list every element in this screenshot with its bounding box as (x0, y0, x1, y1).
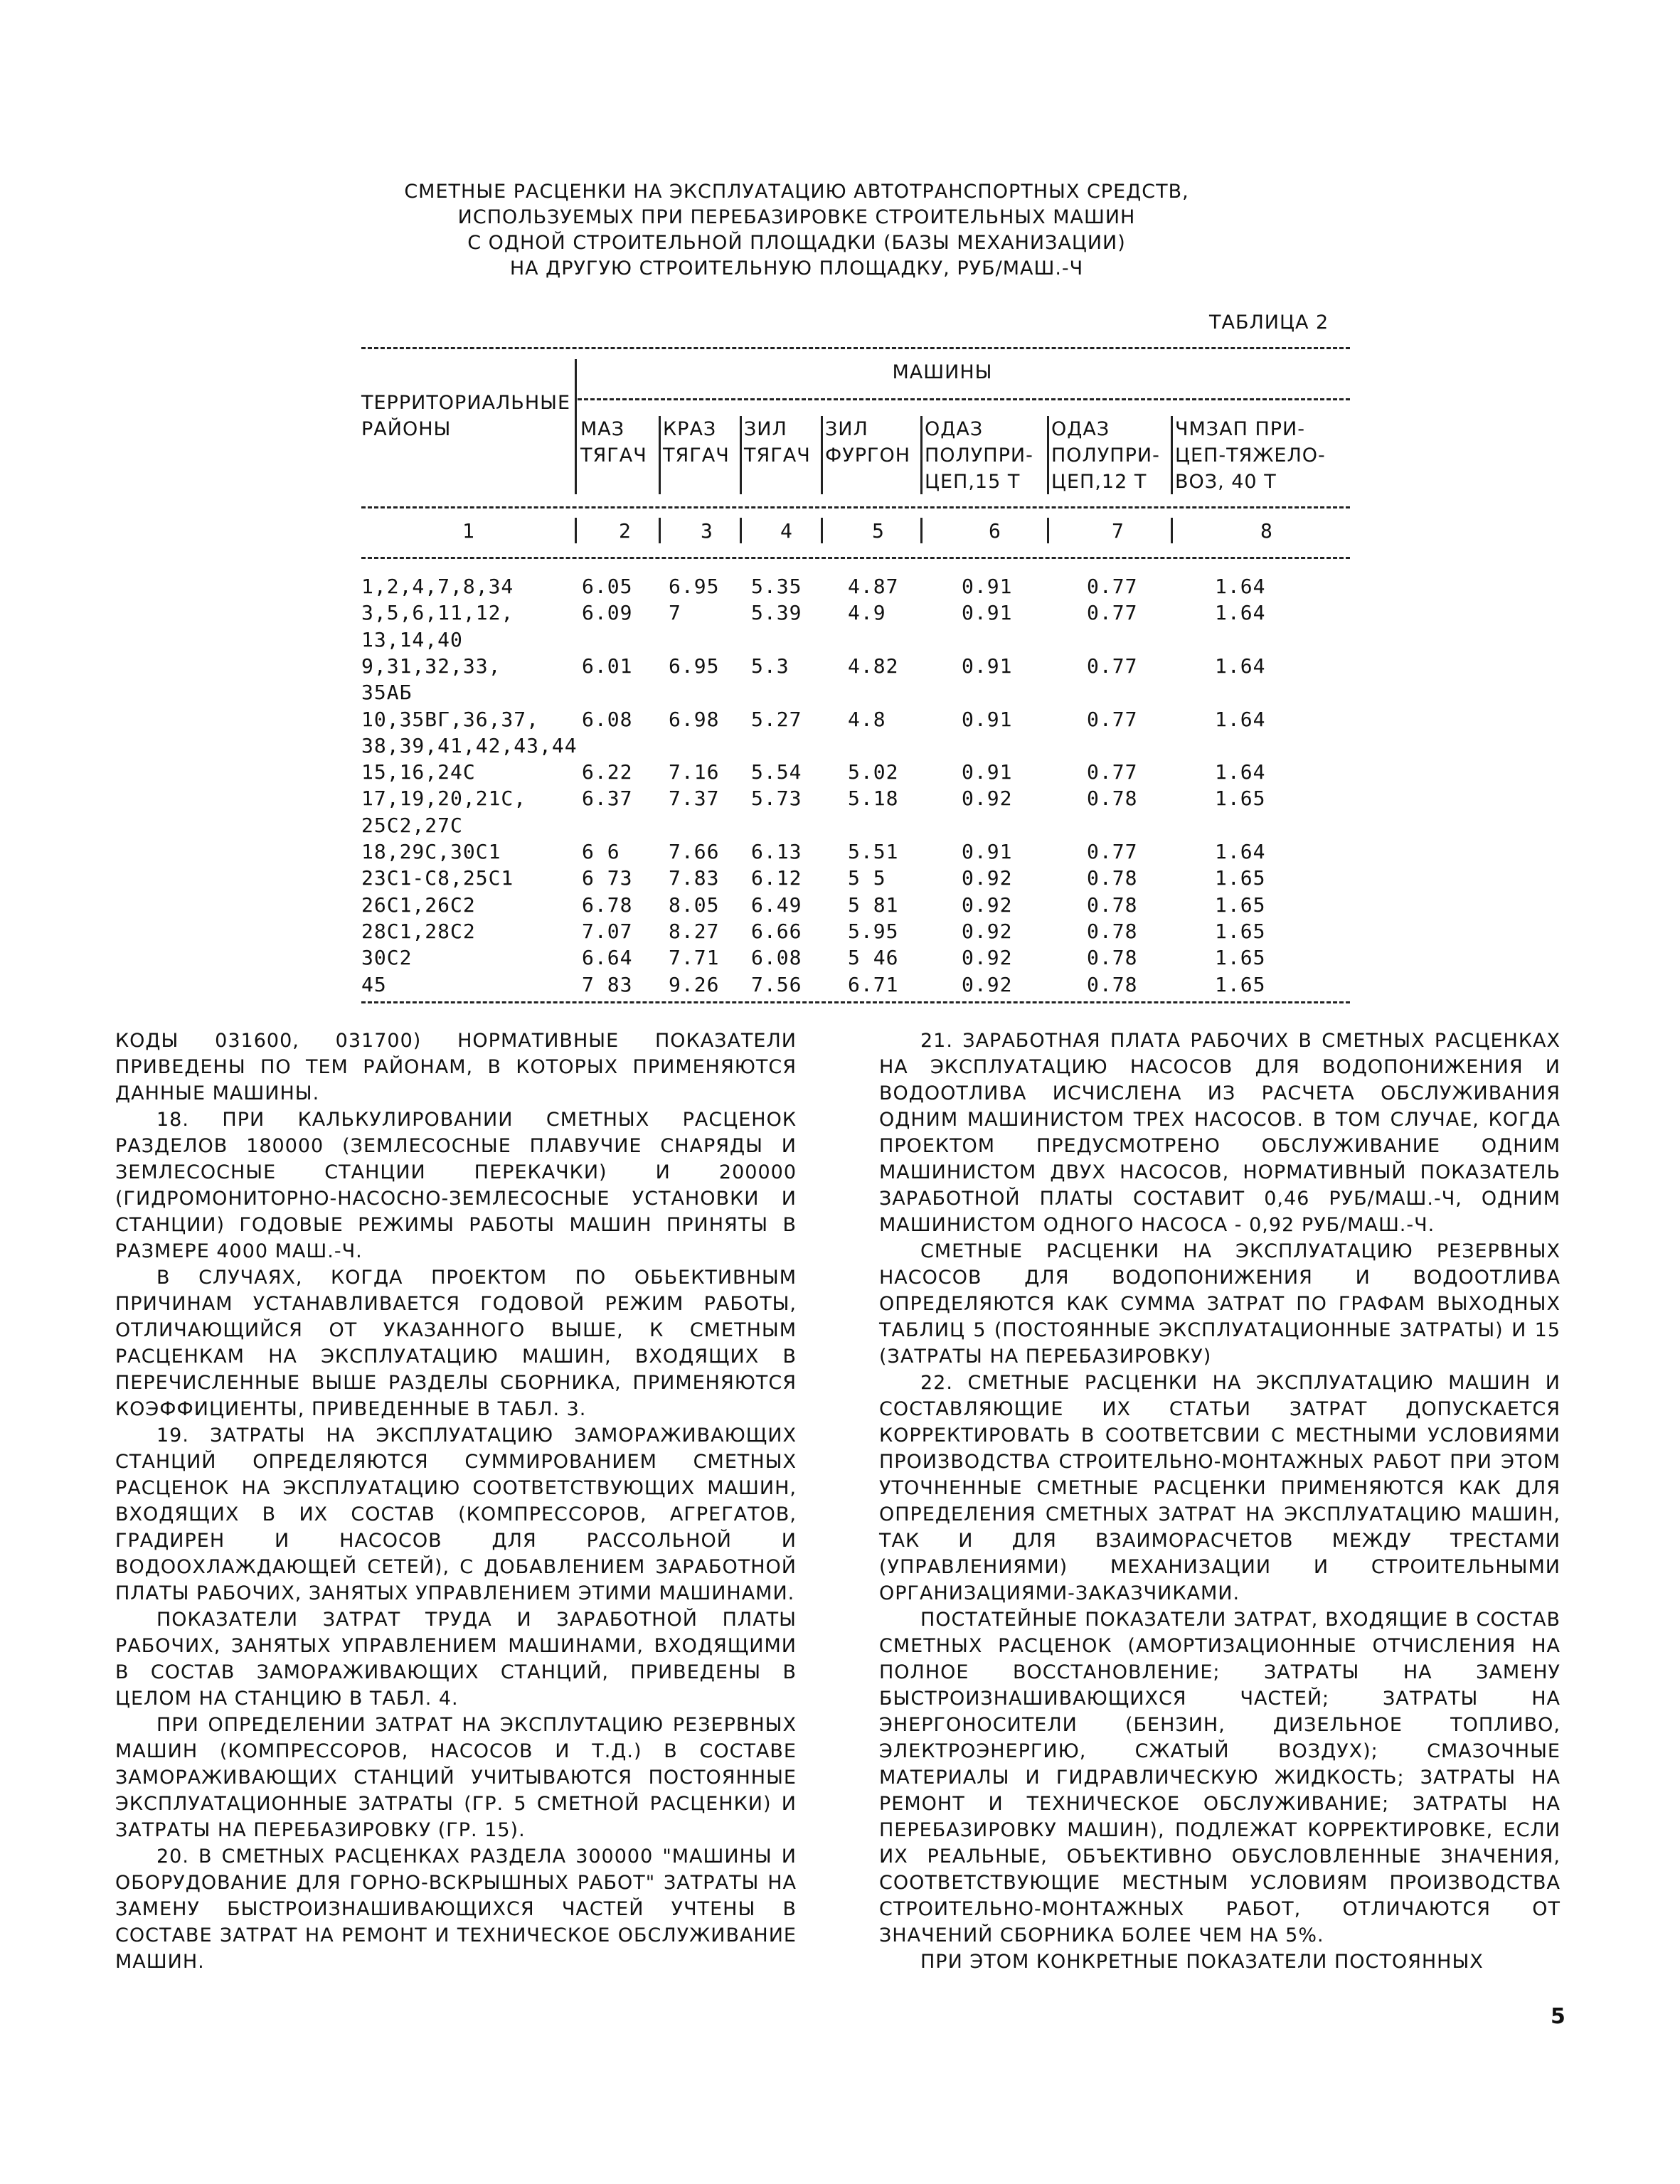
machine-header-cell: ОДАЗ (925, 418, 984, 440)
machine-header-cell: ТЯГАЧ (663, 444, 730, 467)
value-cell: 1.65 (1215, 893, 1266, 917)
value-cell: 5.73 (751, 787, 802, 811)
table-row (361, 706, 1357, 733)
table-row (361, 600, 1357, 627)
value-cell: 7 (669, 601, 681, 625)
value-cell: 5 46 (848, 946, 899, 970)
value-cell: 5.39 (751, 601, 802, 625)
machine-header-cell: ЦЕП,15 Т (925, 471, 1021, 493)
value-cell: 8.27 (669, 919, 720, 943)
value-cell: 6.78 (582, 893, 633, 917)
value-cell: 1.64 (1215, 654, 1266, 678)
machine-header-cell: ОДАЗ (1051, 418, 1110, 440)
value-cell: 6.12 (751, 866, 802, 890)
paragraph: 20. В СМЕТНЫХ РАСЦЕНКАХ РАЗДЕЛА 300000 "МАШИНЫ И ОБОРУДОВАНИЕ ДЛЯ ГОРНО-ВСКРЫШНЫХ РАБОТ" ЗАТРАТЫ НА ЗАМЕНУ БЫСТРОИЗНАШИВАЮЩИХСЯ ЧАСТЕЙ УЧТЕНЫ В СОСТАВЕ ЗАТРАТ НА РЕМОНТ И ТЕХНИЧЕСКОЕ ОБСЛУЖИВАНИЕ МАШИН. (115, 1845, 797, 1973)
value-cell: 5.02 (848, 760, 899, 784)
value-cell: 7.66 (669, 840, 720, 863)
value-cell: 5.27 (751, 707, 802, 731)
machines-group-header: МАШИНЫ (892, 361, 993, 383)
column-number: 1 (462, 519, 475, 543)
value-cell: 6.13 (751, 840, 802, 863)
value-cell: 6.71 (848, 972, 899, 996)
value-cell: 0.77 (1087, 707, 1138, 731)
table-rule (361, 1001, 1350, 1003)
paragraph: 21. ЗАРАБОТНАЯ ПЛАТА РАБОЧИХ В СМЕТНЫХ РАСЦЕНКАХ НА ЭКСПЛУАТАЦИЮ НАСОСОВ ДЛЯ ВОДОПОНИЖЕНИЯ И ВОДООТЛИВА ИСЧИСЛЕНА ИЗ РАСЧЕТА ОБСЛУЖИВАНИЯ ОДНИМ МАШИНИСТОМ ТРЕХ НАСОСОВ. В ТОМ СЛУЧАЕ, КОГДА ПРОЕКТОМ ПРЕДУСМОТРЕНО ОБСЛУЖИВАНИЕ ОДНИМ МАШИНИСТОМ ДВУХ НАСОСОВ, НОРМАТИВНЫЙ ПОКАЗАТЕЛЬ ЗАРАБОТНОЙ ПЛАТЫ СОСТАВИТ 0,46 РУБ/МАШ.-Ч, ОДНИМ МАШИНИСТОМ ОДНОГО НАСОСА - 0,92 РУБ/МАШ.-Ч. (879, 1030, 1561, 1236)
region-cell: 1,2,4,7,8,34 (361, 575, 514, 598)
table-row (361, 944, 1357, 971)
value-cell: 7.71 (669, 946, 720, 970)
column-divider (920, 518, 923, 543)
region-cell: 38,39,41,42,43,44 (361, 733, 578, 757)
table-row (361, 653, 1357, 680)
value-cell: 9.26 (669, 972, 720, 996)
column-divider (1171, 518, 1173, 543)
value-cell: 5.51 (848, 840, 899, 863)
value-cell: 1.64 (1215, 601, 1266, 625)
column-number: 8 (1260, 519, 1273, 543)
column-number: 3 (701, 519, 713, 543)
value-cell: 6.64 (582, 946, 633, 970)
table-row (361, 865, 1357, 892)
column-divider (821, 416, 823, 494)
paragraph: ПОКАЗАТЕЛИ ЗАТРАТ ТРУДА И ЗАРАБОТНОЙ ПЛАТЫ РАБОЧИХ, ЗАНЯТЫХ УПРАВЛЕНИЕМ МАШИНАМИ, ВХОДЯЩИМИ В СОСТАВ ЗАМОРАЖИВАЮЩИХ СТАНЦИЙ, ПРИВЕДЕНЫ В ЦЕЛОМ НА СТАНЦИЮ В ТАБЛ. 4. (115, 1609, 797, 1710)
paragraph: ПРИ ОПРЕДЕЛЕНИИ ЗАТРАТ НА ЭКСПЛУТАЦИЮ РЕЗЕРВНЫХ МАШИН (КОМПРЕССОРОВ, НАСОСОВ И Т.Д.) В СОСТАВЕ ЗАМОРАЖИВАЮЩИХ СТАНЦИЙ УЧИТЫВАЮТСЯ ПОСТОЯННЫЕ ЭКСПЛУАТАЦИОННЫЕ ЗАТРАТЫ (ГР. 5 СМЕТНОЙ РАСЦЕНКИ) И ЗАТРАТЫ НА ПЕРЕБАЗИРОВКУ (ГР. 15). (115, 1714, 797, 1841)
column-number: 5 (872, 519, 885, 543)
machine-header-cell: ТЯГАЧ (744, 444, 811, 467)
column-number: 7 (1112, 519, 1125, 543)
value-cell: 4.87 (848, 575, 899, 598)
title-line: С ОДНОЙ СТРОИТЕЛЬНОЙ ПЛОЩАДКИ (БАЗЫ МЕХАНИЗАЦИИ) (467, 232, 1126, 254)
column-divider (1047, 518, 1049, 543)
title-line: ИСПОЛЬЗУЕМЫХ ПРИ ПЕРЕБАЗИРОВКЕ СТРОИТЕЛЬНЫХ МАШИН (457, 206, 1136, 228)
value-cell: 1.64 (1215, 707, 1266, 731)
table-row (361, 971, 1357, 998)
column-divider (821, 518, 823, 543)
left-text-column (115, 1028, 797, 1975)
value-cell: 7.56 (751, 972, 802, 996)
value-cell: 0.91 (962, 707, 1013, 731)
value-cell: 5.18 (848, 787, 899, 811)
column-number: 4 (780, 519, 793, 543)
machine-header-cell: ЗИЛ (744, 418, 787, 440)
value-cell: 0.92 (962, 893, 1013, 917)
value-cell: 0.77 (1087, 601, 1138, 625)
value-cell: 5.3 (751, 654, 790, 678)
value-cell: 1.65 (1215, 919, 1266, 943)
table-rule (361, 347, 1350, 349)
value-cell: 0.77 (1087, 760, 1138, 784)
regions-header: РАЙОНЫ (361, 418, 452, 440)
column-divider (740, 518, 742, 543)
value-cell: 5.35 (751, 575, 802, 598)
value-cell: 0.77 (1087, 654, 1138, 678)
region-cell: 28С1,28С2 (361, 919, 476, 943)
value-cell: 7.16 (669, 760, 720, 784)
value-cell: 1.64 (1215, 760, 1266, 784)
title-line: НА ДРУГУЮ СТРОИТЕЛЬНУЮ ПЛОЩАДКУ, РУБ/МАШ.-Ч (509, 257, 1084, 279)
region-cell: 23С1-С8,25С1 (361, 866, 514, 890)
column-divider (920, 416, 923, 494)
column-divider (659, 518, 661, 543)
value-cell: 0.92 (962, 787, 1013, 811)
table-rule (361, 506, 1350, 508)
paragraph: СМЕТНЫЕ РАСЦЕНКИ НА ЭКСПЛУАТАЦИЮ РЕЗЕРВНЫХ НАСОСОВ ДЛЯ ВОДОПОНИЖЕНИЯ И ВОДООТЛИВА ОПРЕДЕЛЯЮТСЯ КАК СУММА ЗАТРАТ ПО ГРАФАМ ВЫХОДНЫХ ТАБЛИЦ 5 (ПОСТОЯННЫЕ ЭКСПЛУАТАЦИОННЫЕ ЗАТРАТЫ) И 15 (ЗАТРАТЫ НА ПЕРЕБАЗИРОВКУ) (879, 1240, 1561, 1368)
value-cell: 1.64 (1215, 840, 1266, 863)
value-cell: 6.95 (669, 575, 720, 598)
table-row (361, 679, 1357, 706)
table-row (361, 812, 1357, 839)
value-cell: 0.92 (962, 972, 1013, 996)
value-cell: 5 5 (848, 866, 886, 890)
machine-header-cell: ЧМЗАП ПРИ- (1175, 418, 1305, 440)
value-cell: 0.78 (1087, 919, 1138, 943)
value-cell: 6.95 (669, 654, 720, 678)
value-cell: 6.98 (669, 707, 720, 731)
value-cell: 6.05 (582, 575, 633, 598)
value-cell: 7.07 (582, 919, 633, 943)
value-cell: 0.91 (962, 760, 1013, 784)
value-cell: 8.05 (669, 893, 720, 917)
page-number: 5 (1551, 2004, 1565, 2029)
region-cell: 15,16,24С (361, 760, 476, 784)
value-cell: 6 73 (582, 866, 633, 890)
table-row (361, 892, 1357, 919)
value-cell: 4.8 (848, 707, 886, 731)
region-cell: 9,31,32,33, (361, 654, 501, 678)
value-cell: 6.66 (751, 919, 802, 943)
column-divider (1047, 416, 1049, 494)
paragraph: 19. ЗАТРАТЫ НА ЭКСПЛУАТАЦИЮ ЗАМОРАЖИВАЮЩИХ СТАНЦИЙ ОПРЕДЕЛЯЮТСЯ СУММИРОВАНИЕМ СМЕТНЫХ РАСЦЕНОК НА ЭКСПЛУАТАЦИЮ СООТВЕТСТВУЮЩИХ МАШИН, ВХОДЯЩИХ В ИХ СОСТАВ (КОМПРЕССОРОВ, АГРЕГАТОВ, ГРАДИРЕН И НАСОСОВ ДЛЯ РАССОЛЬНОЙ И ВОДООХЛАЖДАЮЩЕЙ СЕТЕЙ), С ДОБАВЛЕНИЕМ ЗАРАБОТНОЙ ПЛАТЫ РАБОЧИХ, ЗАНЯТЫХ УПРАВЛЕНИЕМ ЭТИМИ МАШИНАМИ. (115, 1424, 797, 1604)
paragraph: ПРИ ЭТОМ КОНКРЕТНЫЕ ПОКАЗАТЕЛИ ПОСТОЯННЫХ (920, 1951, 1484, 1973)
table-row (361, 838, 1357, 865)
value-cell: 0.91 (962, 601, 1013, 625)
column-divider (740, 416, 742, 494)
value-cell: 7.83 (669, 866, 720, 890)
value-cell: 6.49 (751, 893, 802, 917)
column-number: 2 (619, 519, 632, 543)
paragraph: В СЛУЧАЯХ, КОГДА ПРОЕКТОМ ПО ОБЬЕКТИВНЫМ ПРИЧИНАМ УСТАНАВЛИВАЕТСЯ ГОДОВОЙ РЕЖИМ РАБОТЫ, ОТЛИЧАЮЩИЙСЯ ОТ УКАЗАННОГО ВЫШЕ, К СМЕТНЫМ РАСЦЕНКАМ НА ЭКСПЛУАТАЦИЮ МАШИН, ВХОДЯЩИХ В ПЕРЕЧИСЛЕННЫЕ ВЫШЕ РАЗДЕЛЫ СБОРНИКА, ПРИМЕНЯЮТСЯ КОЭФФИЦИЕНТЫ, ПРИВЕДЕННЫЕ В ТАБЛ. 3. (115, 1267, 797, 1420)
value-cell: 7.37 (669, 787, 720, 811)
value-cell: 0.78 (1087, 946, 1138, 970)
value-cell: 0.78 (1087, 972, 1138, 996)
value-cell: 1.65 (1215, 972, 1266, 996)
table-rule (578, 398, 1350, 400)
value-cell: 0.78 (1087, 787, 1138, 811)
value-cell: 1.64 (1215, 575, 1266, 598)
table-row (361, 785, 1357, 812)
value-cell: 0.77 (1087, 840, 1138, 863)
machine-header-cell: МАЗ (580, 418, 625, 440)
value-cell: 6.22 (582, 760, 633, 784)
region-cell: 26С1,26С2 (361, 893, 476, 917)
value-cell: 0.91 (962, 840, 1013, 863)
region-cell: 30С2 (361, 946, 413, 970)
paragraph: 18. ПРИ КАЛЬКУЛИРОВАНИИ СМЕТНЫХ РАСЦЕНОК РАЗДЕЛОВ 180000 (ЗЕМЛЕСОСНЫЕ ПЛАВУЧИЕ СНАРЯДЫ И ЗЕМЛЕСОСНЫЕ СТАНЦИИ ПЕРЕКАЧКИ) И 200000 (ГИДРОМОНИТОРНО-НАСОСНО-ЗЕМЛЕСОСНЫЕ УСТАНОВКИ И СТАНЦИИ) ГОДОВЫЕ РЕЖИМЫ РАБОТЫ МАШИН ПРИНЯТЫ В РАЗМЕРЕ 4000 МАШ.-Ч. (115, 1109, 797, 1262)
value-cell: 6.01 (582, 654, 633, 678)
machine-header-cell: ЦЕП-ТЯЖЕЛО- (1175, 444, 1326, 467)
paragraph: ПОСТАТЕЙНЫЕ ПОКАЗАТЕЛИ ЗАТРАТ, ВХОДЯЩИЕ В СОСТАВ СМЕТНЫХ РАСЦЕНОК (АМОРТИЗАЦИОННЫЕ ОТЧИСЛЕНИЯ НА ПОЛНОЕ ВОССТАНОВЛЕНИЕ; ЗАТРАТЫ НА ЗАМЕНУ БЫСТРОИЗНАШИВАЮЩИХСЯ ЧАСТЕЙ; ЗАТРАТЫ НА ЭНЕРГОНОСИТЕЛИ (БЕНЗИН, ДИЗЕЛЬНОЕ ТОПЛИВО, ЭЛЕКТРОЭНЕРГИЮ, СЖАТЫЙ ВОЗДУХ); СМАЗОЧНЫЕ МАТЕРИАЛЫ И ГИДРАВЛИЧЕСКУЮ ЖИДКОСТЬ; ЗАТРАТЫ НА РЕМОНТ И ТЕХНИЧЕСКОЕ ОБСЛУЖИВАНИЕ; ЗАТРАТЫ НА ПЕРЕБАЗИРОВКУ МАШИН), ПОДЛЕЖАТ КОРРЕКТИРОВКЕ, ЕСЛИ ИХ РЕАЛЬНЫЕ, ОБЪЕКТИВНО ОБУСЛОВЛЕННЫЕ ЗНАЧЕНИЯ, СООТВЕТСТВУЮЩИЕ МЕСТНЫМ УСЛОВИЯМ ПРОИЗВОДСТВА СТРОИТЕЛЬНО-МОНТАЖНЫХ РАБОТ, ОТЛИЧАЮТСЯ ОТ ЗНАЧЕНИЙ СБОРНИКА БОЛЕЕ ЧЕМ НА 5%. (879, 1609, 1561, 1946)
title-line: СМЕТНЫЕ РАСЦЕНКИ НА ЭКСПЛУАТАЦИЮ АВТОТРАНСПОРТНЫХ СРЕДСТВ, (404, 181, 1189, 203)
value-cell: 6.37 (582, 787, 633, 811)
table-label: ТАБЛИЦА 2 (1209, 311, 1329, 334)
value-cell: 0.78 (1087, 893, 1138, 917)
region-cell: 3,5,6,11,12, (361, 601, 514, 625)
value-cell: 0.78 (1087, 866, 1138, 890)
value-cell: 0.91 (962, 654, 1013, 678)
machine-header-cell: ФУРГОН (825, 444, 910, 467)
machine-header-cell: ПОЛУПРИ- (925, 444, 1033, 467)
value-cell: 4.9 (848, 601, 886, 625)
value-cell: 4.82 (848, 654, 899, 678)
region-cell: 18,29С,30С1 (361, 840, 501, 863)
regions-header: ТЕРРИТОРИАЛЬНЫЕ (361, 392, 571, 414)
value-cell: 0.92 (962, 946, 1013, 970)
column-number: 6 (989, 519, 1001, 543)
value-cell: 7 83 (582, 972, 633, 996)
table-rule (361, 557, 1350, 559)
value-cell: 0.92 (962, 919, 1013, 943)
column-divider (575, 518, 577, 543)
machine-header-cell: ПОЛУПРИ- (1051, 444, 1160, 467)
value-cell: 5 81 (848, 893, 899, 917)
machine-header-cell: ЗИЛ (825, 418, 868, 440)
column-divider (575, 359, 577, 494)
table-row (361, 733, 1357, 760)
value-cell: 6.08 (751, 946, 802, 970)
column-divider (1171, 416, 1173, 494)
machine-header-cell: ВОЗ, 40 Т (1175, 471, 1277, 493)
table-row (361, 573, 1357, 600)
value-cell: 0.77 (1087, 575, 1138, 598)
value-cell: 0.92 (962, 866, 1013, 890)
region-cell: 17,19,20,21С, (361, 787, 527, 811)
value-cell: 6.08 (582, 707, 633, 731)
machine-header-cell: КРАЗ (663, 418, 717, 440)
value-cell: 1.65 (1215, 866, 1266, 890)
value-cell: 6 6 (582, 840, 620, 863)
region-cell: 10,35ВГ,36,37, (361, 707, 540, 731)
value-cell: 5.95 (848, 919, 899, 943)
value-cell: 1.65 (1215, 946, 1266, 970)
value-cell: 1.65 (1215, 787, 1266, 811)
table-row (361, 918, 1357, 945)
paragraph: КОДЫ 031600, 031700) НОРМАТИВНЫЕ ПОКАЗАТЕЛИ ПРИВЕДЕНЫ ПО ТЕМ РАЙОНАМ, В КОТОРЫХ ПРИМЕНЯЮТСЯ ДАННЫЕ МАШИНЫ. (115, 1030, 797, 1104)
machine-header-cell: ЦЕП,12 Т (1051, 471, 1147, 493)
value-cell: 6.09 (582, 601, 633, 625)
region-cell: 45 (361, 972, 387, 996)
table-row (361, 627, 1357, 654)
table-title (356, 179, 1238, 282)
region-cell: 13,14,40 (361, 627, 463, 651)
region-cell: 25С2,27С (361, 813, 463, 837)
right-text-column (879, 1028, 1561, 1975)
table-row (361, 759, 1357, 786)
machine-header-cell: ТЯГАЧ (580, 444, 647, 467)
paragraph: 22. СМЕТНЫЕ РАСЦЕНКИ НА ЭКСПЛУАТАЦИЮ МАШИН И СОСТАВЛЯЮЩИЕ ИХ СТАТЬИ ЗАТРАТ ДОПУСКАЕТСЯ КОРРЕКТИРОВАТЬ В СООТВЕТСВИИ С МЕСТНЫМИ УСЛОВИЯМИ ПРОИЗВОДСТВА СТРОИТЕЛЬНО-МОНТАЖНЫХ РАБОТ ПРИ ЭТОМ УТОЧНЕННЫЕ СМЕТНЫЕ РАСЦЕНКИ ПРИМЕНЯЮТСЯ КАК ДЛЯ ОПРЕДЕЛЕНИЯ СМЕТНЫХ ЗАТРАТ НА ЭКСПЛУАТАЦИЮ МАШИН, ТАК И ДЛЯ ВЗАИМОРАСЧЕТОВ МЕЖДУ ТРЕСТАМИ (УПРАВЛЕНИЯМИ) МЕХАНИЗАЦИИ И СТРОИТЕЛЬНЫМИ ОРГАНИЗАЦИЯМИ-ЗАКАЗЧИКАМИ. (879, 1372, 1561, 1604)
value-cell: 0.91 (962, 575, 1013, 598)
column-divider (659, 416, 661, 494)
value-cell: 5.54 (751, 760, 802, 784)
region-cell: 35АБ (361, 681, 413, 705)
